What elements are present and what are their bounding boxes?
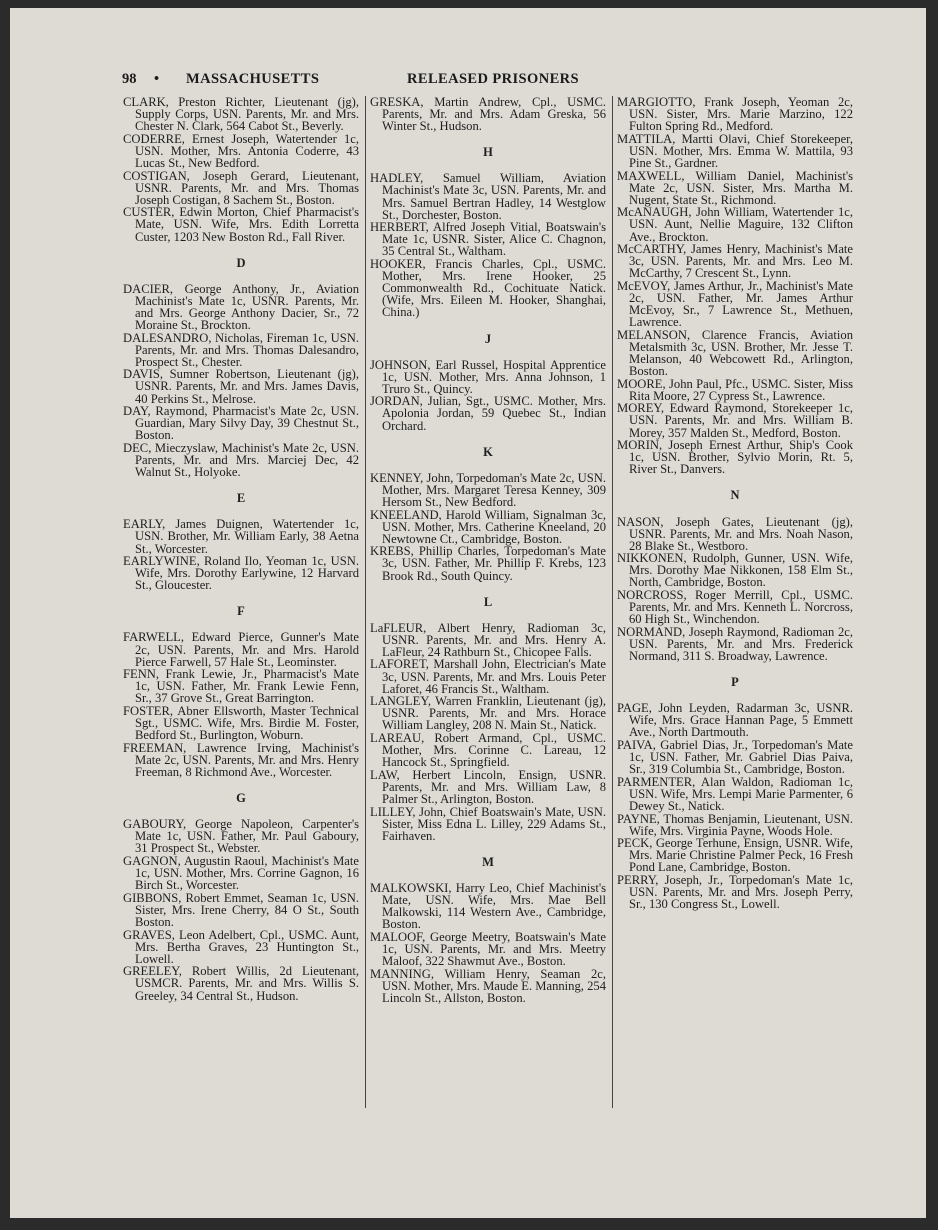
roster-entry: DALESANDRO, Nicholas, Fireman 1c, USN. Parents, Mr. and Mrs. Thomas Dalesandro, Prospect St., Chester. [123,330,359,369]
roster-entry: LAW, Herbert Lincoln, Ensign, USNR. Parents, Mr. and Mrs. William Law, 8 Palmer St., Arlington, Boston. [370,767,606,806]
section-letter: D [236,255,246,270]
column-divider [612,96,613,1108]
header-bullet: • [154,71,160,87]
roster-entry: PAGE, John Leyden, Radarman 3c, USNR. Wife, Mrs. Grace Hannan Page, 5 Emmett Ave., North Dartmouth. [617,701,853,740]
roster-entry: LANGLEY, Warren Franklin, Lieutenant (jg), USNR. Parents, Mr. and Mrs. Horace William Langley, 208 N. Main St., Natick. [370,694,606,733]
roster-entry: GRAVES, Leon Adelbert, Cpl., USMC. Aunt, Mrs. Bertha Graves, 23 Huntington St., Lowell. [123,927,359,966]
section-letter: N [730,488,740,503]
roster-entry: NORCROSS, Roger Merrill, Cpl., USMC. Parents, Mr. and Mrs. Kenneth L. Norcross, 60 High St., Winchendon. [617,588,853,627]
section-letter: K [483,444,493,459]
roster-entry: MOREY, Edward Raymond, Storekeeper 1c, USN. Parents, Mr. and Mrs. William B. Morey, 357 Malden St., Medford, Boston. [617,401,853,440]
roster-entry: EARLYWINE, Roland Ilo, Yeoman 1c, USN. Wife, Mrs. Dorothy Earlywine, 12 Harvard St., Gloucester. [123,554,359,593]
roster-entry: LAREAU, Robert Armand, Cpl., USMC. Mother, Mrs. Corinne C. Lareau, 12 Hancock St., Springfield. [370,731,606,770]
roster-entry: LaFLEUR, Albert Henry, Radioman 3c, USNR. Parents, Mr. and Mrs. Henry A. LaFleur, 24 Rathburn St., Chicopee Falls. [370,620,606,659]
roster-entry: GAGNON, Augustin Raoul, Machinist's Mate 1c, USN. Mother, Mrs. Corrine Gagnon, 16 Birch St., Worcester. [123,853,359,893]
roster-entry: NASON, Joseph Gates, Lieutenant (jg), USNR. Parents, Mr. and Mrs. Noah Nason, 28 Blake St., Westboro. [617,514,853,553]
roster-entry: MANNING, William Henry, Seaman 2c, USN. Mother, Mrs. Maude E. Manning, 254 Lincoln St., Allston, Boston. [370,966,606,1005]
roster-entry: HOOKER, Francis Charles, Cpl., USMC. Mother, Mrs. Irene Hooker, 25 Commonwealth Rd., Cochituate Natick. (Wife, Mrs. Eileen M. Hooker, Shanghai, China.) [370,257,606,320]
roster-entry: GABOURY, George Napoleon, Carpenter's Mate 1c, USN. Father, Mr. Paul Gaboury, 31 Prospect St., Webster. [123,817,359,856]
section-letter: M [482,854,494,869]
roster-entry: MALOOF, George Meetry, Boatswain's Mate 1c, USN. Parents, Mr. and Mrs. Meetry Maloof, 322 Shawmut Ave., Boston. [370,929,606,969]
page-header [10,70,926,94]
roster-entry: GIBBONS, Robert Emmet, Seaman 1c, USN. Sister, Mrs. Irene Cherry, 84 O St., South Boston. [123,890,359,929]
column-2 [370,96,606,1004]
roster-entry: GREELEY, Robert Willis, 2d Lieutenant, USMCR. Parents, Mr. and Mrs. Willis S. Greeley, 34 Central St., Hudson. [123,964,359,1003]
roster-entry: FOSTER, Abner Ellsworth, Master Technical Sgt., USMC. Wife, Mrs. Birdie M. Foster, Bedford St., Burlington, Woburn. [123,704,359,743]
roster-entry: McEVOY, James Arthur, Jr., Machinist's Mate 2c, USN. Father, Mr. James Arthur McEvoy, Sr., 7 Lawrence St., Methuen, Lawrence. [617,278,853,330]
roster-entry: PAIVA, Gabriel Dias, Jr., Torpedoman's Mate 1c, USN. Father, Mr. Gabriel Dias Paiva, Sr., 319 Columbia St., Cambridge, Boston. [617,738,853,777]
roster-entry: KNEELAND, Harold William, Signalman 3c, USN. Mother, Mrs. Catherine Kneeland, 20 Newtowne Ct., Cambridge, Boston. [370,507,606,546]
roster-entry: FREEMAN, Lawrence Irving, Machinist's Mate 2c, USN. Parents, Mr. and Mrs. Henry Freeman, 8 Richmond Ave., Worcester. [123,740,359,779]
roster-entry: McCARTHY, James Henry, Machinist's Mate 3c, USN. Parents, Mr. and Mrs. Leo M. McCarthy, 7 Crescent St., Lynn. [617,242,853,281]
roster-entry: McANAUGH, John William, Watertender 1c, USN. Aunt, Nellie Maguire, 132 Clifton Ave., Brockton. [617,205,853,244]
roster-entry: MELANSON, Clarence Francis, Aviation Metalsmith 3c, USN. Brother, Mr. Jesse T. Melanson, 40 Webcowett Rd., Arlington, Boston. [617,327,853,379]
roster-entry: MAXWELL, William Daniel, Machinist's Mate 2c, USN. Sister, Mrs. Martha M. Nugent, State St., Richmond. [617,168,853,207]
roster-entry: LAFORET, Marshall John, Electrician's Mate 3c, USN. Parents, Mr. and Mrs. Louis Peter Laforet, 46 Francis St., Waltham. [370,657,606,696]
state-heading: MASSACHUSETTS [186,71,320,87]
roster-entry: HADLEY, Samuel William, Aviation Machinist's Mate 3c, USN. Parents, Mr. and Mrs. Samuel Bertran Hadley, 14 Westglow St., Dorchester, Boston. [370,171,606,222]
roster-entry: CUSTER, Edwin Morton, Chief Pharmacist's Mate, USN. Wife, Mrs. Edith Lorretta Custer, 1203 New Boston Rd., Fall River. [123,205,359,244]
section-letter: L [483,594,493,609]
roster-entry: EARLY, James Duignen, Watertender 1c, USN. Brother, Mr. William Early, 38 Aetna St., Worcester. [123,517,359,556]
column-divider [365,96,366,1108]
roster-entry: CODERRE, Ernest Joseph, Watertender 1c, USN. Mother, Mrs. Antonia Coderre, 43 Lucas St., New Bedford. [123,131,359,170]
page-number: 98 [122,71,137,87]
section-letter: E [236,491,246,506]
roster-entry: PAYNE, Thomas Benjamin, Lieutenant, USN. Wife, Mrs. Virginia Payne, Woods Hole. [617,811,853,838]
section-letter: P [731,675,739,690]
section-heading: RELEASED PRISONERS [407,71,579,87]
roster-entry: MATTILA, Martti Olavi, Chief Storekeeper, USN. Mother, Mrs. Emma W. Mattila, 93 Pine St., Gardner. [617,131,853,170]
roster-entry: CLARK, Preston Richter, Lieutenant (jg), Supply Corps, USN. Parents, Mr. and Mrs. Chester N. Clark, 564 Cabot St., Beverly. [123,95,359,134]
section-letter: G [236,791,246,806]
roster-entry: GRESKA, Martin Andrew, Cpl., USMC. Parents, Mr. and Mrs. Adam Greska, 56 Winter St., Hudson. [370,95,606,134]
roster-entry: MORIN, Joseph Ernest Arthur, Ship's Cook 1c, USN. Brother, Sylvio Morin, Rt. 5, River St., Danvers. [617,438,853,477]
roster-entry: FENN, Frank Lewie, Jr., Pharmacist's Mate 1c, USN. Father, Mr. Frank Lewie Fenn, Sr., 37 Grove St., Great Barrington. [123,667,359,706]
roster-entry: KREBS, Phillip Charles, Torpedoman's Mate 3c, USN. Father, Mr. Phillip F. Krebs, 123 Brook Rd., South Quincy. [370,544,606,583]
section-letter: J [484,331,492,346]
roster-entry: FARWELL, Edward Pierce, Gunner's Mate 2c, USN. Parents, Mr. and Mrs. Harold Pierce Farwell, 57 Hale St., Leominster. [123,630,359,669]
roster-entry: DAVIS, Sumner Robertson, Lieutenant (jg), USNR. Parents, Mr. and Mrs. James Davis, 40 Perkins St., Melrose. [123,367,359,406]
roster-entry: MALKOWSKI, Harry Leo, Chief Machinist's Mate, USN. Wife, Mrs. Mae Bell Malkowski, 114 Western Ave., Cambridge, Boston. [370,880,606,932]
roster-entry: LILLEY, John, Chief Boatswain's Mate, USN. Sister, Miss Edna L. Lilley, 229 Adams St., Fairhaven. [370,804,606,843]
roster-entry: JORDAN, Julian, Sgt., USMC. Mother, Mrs. Apolonia Jordan, 59 Quebec St., Indian Orchard. [370,394,606,433]
roster-entry: MOORE, John Paul, Pfc., USMC. Sister, Miss Rita Moore, 27 Cypress St., Lawrence. [617,376,853,403]
section-letter: H [483,145,493,160]
section-letter: F [237,604,245,619]
column-3 [617,96,853,911]
column-1 [123,96,359,1002]
roster-entry: HERBERT, Alfred Joseph Vitial, Boatswain's Mate 1c, USNR. Sister, Alice C. Chagnon, 35 Central St., Waltham. [370,220,606,259]
roster-entry: NORMAND, Joseph Raymond, Radioman 2c, USN. Parents, Mr. and Mrs. Frederick Normand, 311 S. Broadway, Lawrence. [617,624,853,664]
roster-entry: NIKKONEN, Rudolph, Gunner, USN. Wife, Mrs. Dorothy Mae Nikkonen, 158 Elm St., North, Cambridge, Boston. [617,551,853,590]
roster-entry: PARMENTER, Alan Waldon, Radioman 1c, USN. Wife, Mrs. Lempi Marie Parmenter, 6 Dewey St., Natick. [617,774,853,813]
roster-entry: JOHNSON, Earl Russel, Hospital Apprentice 1c, USN. Mother, Mrs. Anna Johnson, 1 Truro St., Quincy. [370,357,606,396]
roster-entry: PERRY, Joseph, Jr., Torpedoman's Mate 1c, USN. Parents, Mr. and Mrs. Joseph Perry, Sr., 130 Congress St., Lowell. [617,873,853,912]
roster-entry: KENNEY, John, Torpedoman's Mate 2c, USN. Mother, Mrs. Margaret Teresa Kenney, 309 Hersom St., New Bedford. [370,470,606,509]
roster-entry: COSTIGAN, Joseph Gerard, Lieutenant, USNR. Parents, Mr. and Mrs. Thomas Joseph Costigan, 8 Sachem St., Boston. [123,168,359,207]
roster-entry: DEC, Mieczyslaw, Machinist's Mate 2c, USN. Parents, Mr. and Mrs. Marciej Dec, 42 Walnut St., Holyoke. [123,440,359,480]
roster-entry: PECK, George Terhune, Ensign, USNR. Wife, Mrs. Marie Christine Palmer Peck, 16 Fresh Pond Lane, Cambridge, Boston. [617,836,853,875]
roster-entry: MARGIOTTO, Frank Joseph, Yeoman 2c, USN. Sister, Mrs. Marie Marzino, 122 Fulton Spring Rd., Medford. [617,95,853,134]
roster-entry: DAY, Raymond, Pharmacist's Mate 2c, USN. Guardian, Mary Silvy Day, 39 Chestnut St., Boston. [123,404,359,443]
roster-entry: DACIER, George Anthony, Jr., Aviation Machinist's Mate 1c, USNR. Parents, Mr. and Mrs. George Anthony Dacier, Sr., 72 Moraine St., Brockton. [123,281,359,332]
document-page [10,8,926,1218]
